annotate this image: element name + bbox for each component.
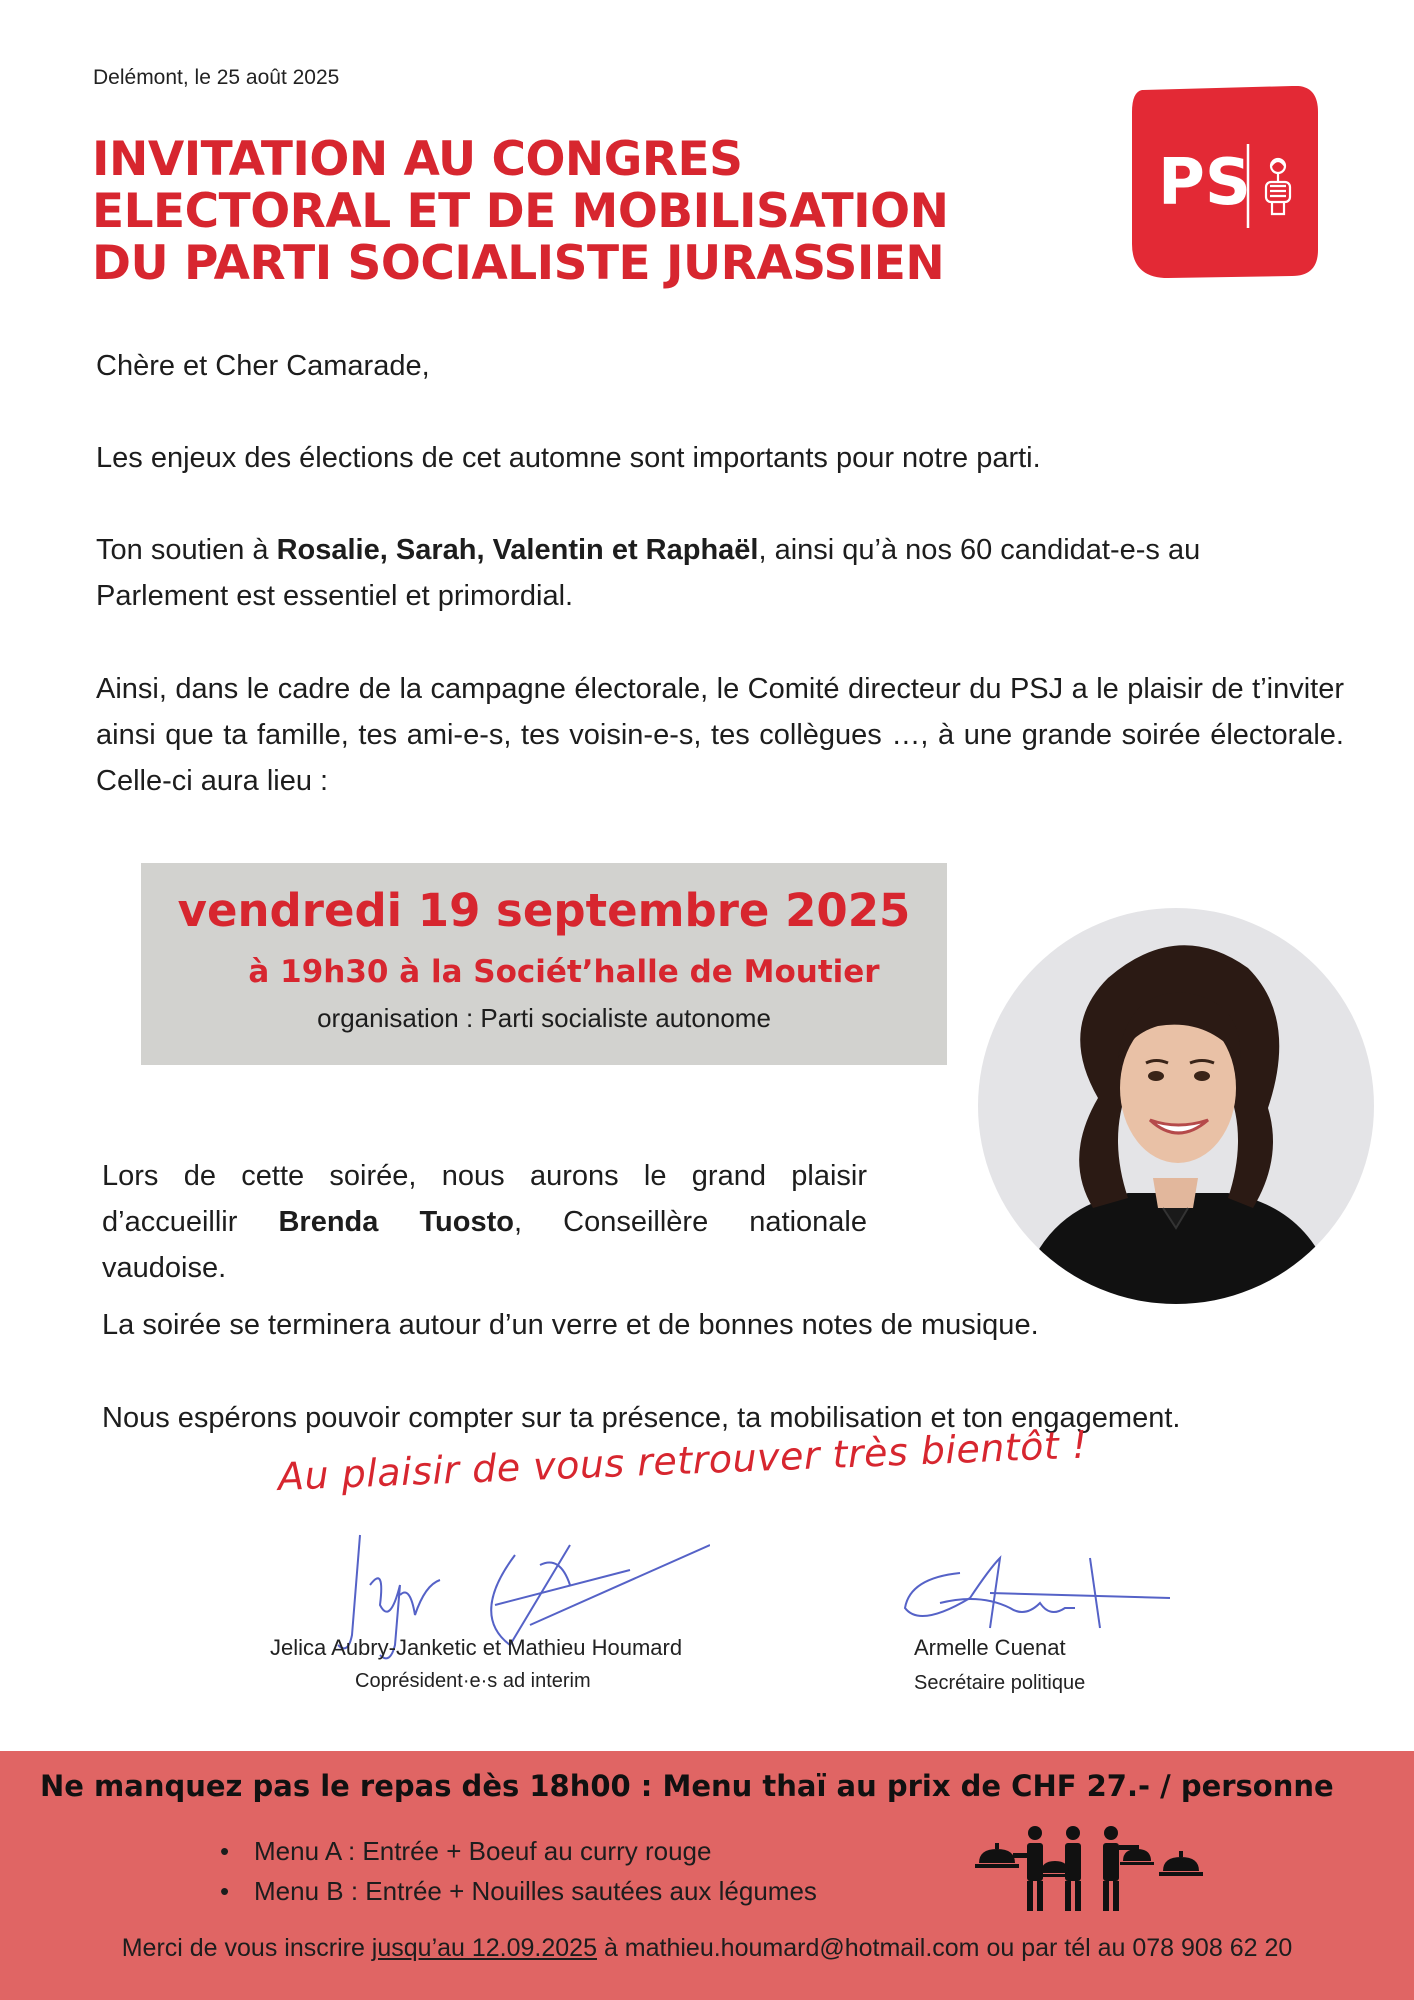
event-date: vendredi 19 septembre 2025 [177,884,911,937]
closing-line: Au plaisir de vous retrouver très bientôt ! [277,1422,1089,1499]
menu-item-b: • Menu B : Entrée + Nouilles sautées aux légumes [220,1871,817,1911]
event-organisation: organisation : Parti socialiste autonome [317,1003,771,1033]
register-deadline: jusqu’au 12.09.2025 [371,1934,597,1962]
support-text-after: , ainsi qu’à nos 60 candidat-e-s au Parlement est essentiel et primordial. [96,534,1201,612]
letter-date: Delémont, le 25 août 2025 [93,66,340,89]
guest-paragraph [102,1153,867,1291]
title-line-2: ELECTORAL ET DE MOBILISATION [92,184,949,239]
paragraph-music: La soirée se terminera autour d’un verre et de bonnes notes de musique. [102,1309,1039,1341]
logo-text: PS [1158,146,1251,220]
waiters-serving-icon [975,1823,1203,1911]
meal-headline: Ne manquez pas le repas dès 18h00 : Menu thaï au prix de CHF 27.- / personne [40,1769,1334,1803]
title-line-3: DU PARTI SOCIALISTE JURASSIEN [92,236,945,291]
menu-item-a: • Menu A : Entrée + Boeuf au curry rouge [220,1831,817,1871]
paragraph-mobilisation: Nous espérons pouvoir compter sur ta présence, ta mobilisation et ton engagement. [102,1402,1181,1434]
registration-line [0,1934,1414,1963]
paragraph-elections: Les enjeux des élections de cet automne sont importants pour notre parti. [96,442,1041,474]
meal-footer [0,1751,1414,2000]
invitation-title [92,134,1022,290]
event-place: à 19h30 à la Sociét’halle de Moutier [248,954,880,990]
menu-list [220,1831,817,1911]
event-box [141,863,947,1065]
support-text-before: Ton soutien à [96,534,277,566]
candidates-names: Rosalie, Sarah, Valentin et Raphaël [276,534,759,566]
title-line-1: INVITATION AU CONGRES [92,132,743,187]
guest-text-after: , Conseillère nationale vaudoise. [102,1206,867,1284]
signer-left-role: Coprésident·e·s ad interim [355,1670,591,1692]
paragraph-invitation: Ainsi, dans le cadre de la campagne électorale, le Comité directeur du PSJ a le plaisir de t’inviter ainsi que ta famille, tes ami-e-s, tes voisin-e-s, tes collègues …, à une grande soirée électorale. Celle-ci aura lieu : [96,673,1344,797]
guest-photo [978,908,1374,1304]
guest-text-before: Lors de cette soirée, nous aurons le grand plaisir d’accueillir [102,1160,867,1238]
greeting: Chère et Cher Camarade, [96,350,430,382]
guest-name: Brenda Tuosto [278,1206,514,1238]
register-text-after: à mathieu.houmard@hotmail.com ou par tél au 078 908 62 20 [597,1934,1293,1962]
paragraph-support [96,527,1316,619]
signature-cuenat [900,1548,1180,1638]
register-text-before: Merci de vous inscrire [121,1934,372,1962]
signer-right-role: Secrétaire politique [914,1672,1086,1694]
signer-left-name: Jelica Aubry-Janketic et Mathieu Houmard [270,1635,683,1660]
signer-right-name: Armelle Cuenat [914,1635,1066,1660]
ps-logo [1128,86,1320,278]
